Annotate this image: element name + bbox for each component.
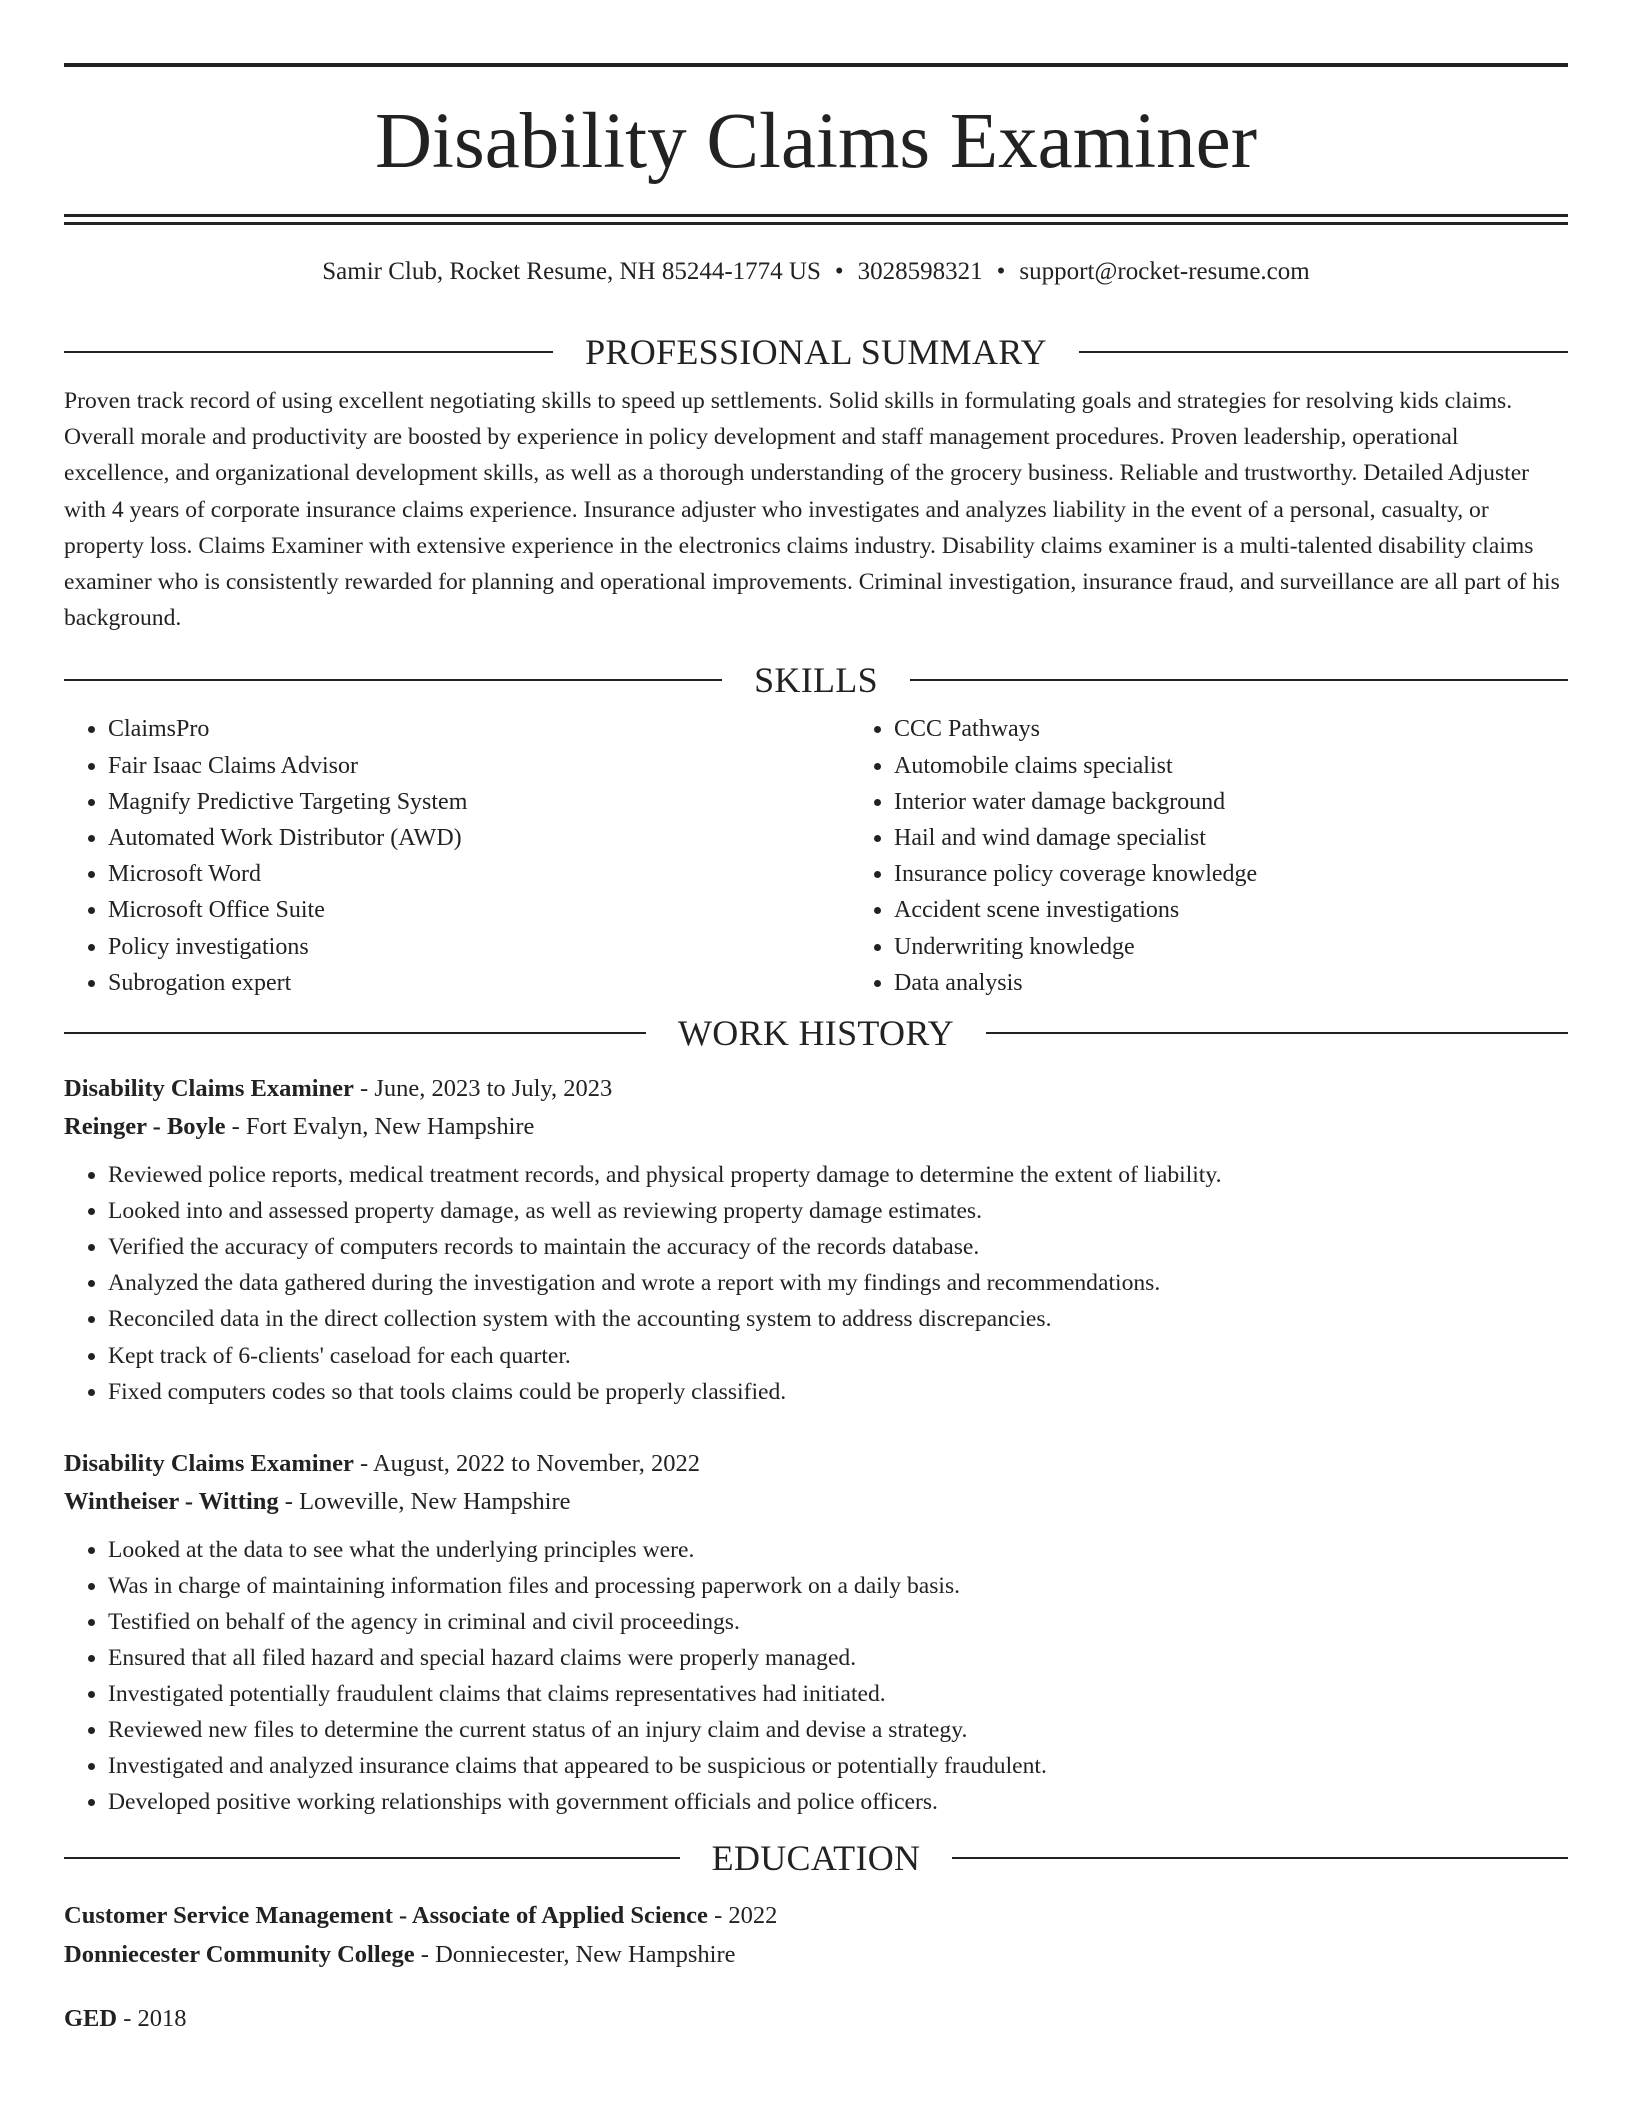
job-bullet: • Reviewed police reports, medical treatment records, and physical property damage to determine the extent of liability. [108, 1157, 1568, 1193]
job-title: Disability Claims Examiner [64, 1449, 354, 1477]
job-bullets [64, 1532, 1568, 1821]
job-company-line [64, 1483, 1568, 1521]
contact-phone: 3028598321 [857, 258, 983, 285]
job-bullet: • Verified the accuracy of computers records to maintain the accuracy of the records database. [108, 1229, 1568, 1265]
title-double-rule [64, 214, 1568, 225]
job-bullet: • Developed positive working relationships with government officials and police officers. [108, 1784, 1568, 1820]
education-degree-line [64, 1999, 1568, 2038]
skill-item: • Accident scene investigations [894, 892, 1632, 928]
education-year: 2018 [137, 2005, 187, 2033]
education-heading-label: EDUCATION [711, 1838, 921, 1879]
heading-rule-right [986, 1032, 1568, 1034]
skill-item: • Underwriting knowledge [894, 929, 1632, 965]
dash-separator: - [117, 2005, 138, 2033]
skill-item: • Policy investigations [108, 929, 850, 965]
education-entry [64, 1999, 1568, 2038]
job-bullet: • Investigated and analyzed insurance claims that appeared to be suspicious or potentially fraudulent. [108, 1748, 1568, 1784]
job-bullet: • Investigated potentially fraudulent claims that claims representatives had initiated. [108, 1676, 1568, 1712]
skills-column-left [64, 711, 850, 1001]
skill-item: • Fair Isaac Claims Advisor [108, 748, 850, 784]
job-bullet: • Fixed computers codes so that tools claims could be properly classified. [108, 1374, 1568, 1410]
contact-line [64, 256, 1568, 288]
skill-item: • Hail and wind damage specialist [894, 820, 1632, 856]
education-section-heading [64, 1836, 1568, 1880]
heading-rule-left [64, 351, 553, 353]
skill-item: • Subrogation expert [108, 965, 850, 1001]
heading-rule-right [1079, 351, 1568, 353]
dash-separator: - [353, 1449, 373, 1477]
skill-item: • Insurance policy coverage knowledge [894, 856, 1632, 892]
job-bullet: • Kept track of 6-clients' caseload for each quarter. [108, 1338, 1568, 1374]
job-bullet: • Was in charge of maintaining information files and processing paperwork on a daily basis. [108, 1568, 1568, 1604]
job-dates: June, 2023 to July, 2023 [374, 1075, 613, 1103]
job-company: Wintheiser - Witting [64, 1487, 279, 1515]
contact-separator: • [996, 258, 1006, 285]
skill-item: • Interior water damage background [894, 784, 1632, 820]
dash-separator: - [278, 1487, 300, 1515]
education-school: Donniecester Community College [64, 1941, 415, 1969]
heading-rule-left [64, 1857, 680, 1859]
education-degree: GED [64, 2005, 118, 2033]
skill-item: • Magnify Predictive Targeting System [108, 784, 850, 820]
heading-rule-left [64, 1032, 646, 1034]
education-school-line [64, 1935, 1568, 1974]
education-entry [64, 1896, 1568, 1974]
job-title-line [64, 1445, 1568, 1483]
work-heading-label: WORK HISTORY [678, 1013, 954, 1054]
skill-item: • CCC Pathways [894, 711, 1632, 747]
skill-item: • ClaimsPro [108, 711, 850, 747]
job-bullet: • Looked into and assessed property damage, as well as reviewing property damage estimates. [108, 1193, 1568, 1229]
job-title-line [64, 1070, 1568, 1108]
job-title: Disability Claims Examiner [64, 1075, 354, 1103]
job-bullet: • Testified on behalf of the agency in criminal and civil proceedings. [108, 1604, 1568, 1640]
job-bullet: • Looked at the data to see what the underlying principles were. [108, 1532, 1568, 1568]
skills-column-right [850, 711, 1632, 1001]
dash-separator: - [225, 1113, 246, 1141]
education-year: 2022 [728, 1902, 778, 1930]
education-location: Donniecester, New Hampshire [435, 1941, 736, 1969]
work-section-heading [64, 1011, 1568, 1055]
job-entry [64, 1445, 1568, 1821]
skill-item: • Microsoft Office Suite [108, 892, 850, 928]
job-entry [64, 1070, 1568, 1410]
resume-page [64, 0, 1568, 2038]
job-location: Fort Evalyn, New Hampshire [245, 1113, 535, 1141]
heading-rule-right [952, 1857, 1568, 1859]
contact-email: support@rocket-resume.com [1019, 258, 1310, 285]
summary-paragraph: Proven track record of using excellent negotiating skills to speed up settlements. Solid skills in formulating goals and strategies for resolving kids claims. Overall morale and productivity are boosted by experience in policy development and staff management procedures. Proven leadership, operational excellence, and organizational development skills, as well as a thorough understanding of the grocery business. Reliable and trustworthy. Detailed Adjuster with 4 years of corporate insurance claims experience. Insurance adjuster who investigates and analyzes liability in the event of a personal, casualty, or property loss. Claims Examiner with extensive experience in the electronics claims industry. Disability claims examiner is a multi-talented disability claims examiner who is consistently rewarded for planning and operational improvements. Criminal investigation, insurance fraud, and surveillance are all part of his background. [64, 388, 1560, 632]
job-bullet: • Reconciled data in the direct collection system with the accounting system to address discrepancies. [108, 1301, 1568, 1337]
dash-separator: - [707, 1902, 729, 1930]
skill-item: • Data analysis [894, 965, 1632, 1001]
skill-item: • Automobile claims specialist [894, 748, 1632, 784]
heading-rule-right [910, 679, 1568, 681]
job-location: Loweville, New Hampshire [299, 1487, 571, 1515]
dash-separator: - [353, 1075, 375, 1103]
skill-item: • Automated Work Distributor (AWD) [108, 820, 850, 856]
job-company: Reinger - Boyle [64, 1113, 226, 1141]
job-bullets [64, 1157, 1568, 1410]
contact-address: Samir Club, Rocket Resume, NH 85244-1774 US [322, 258, 821, 285]
summary-heading-label: PROFESSIONAL SUMMARY [585, 332, 1047, 372]
dash-separator: - [414, 1941, 436, 1969]
resume-title: Disability Claims Examiner [374, 98, 1258, 185]
skills-section-heading [64, 658, 1568, 702]
contact-separator: • [834, 258, 844, 285]
summary-section-heading [64, 330, 1568, 374]
skill-item: • Microsoft Word [108, 856, 850, 892]
job-bullet: • Ensured that all filed hazard and special hazard claims were properly managed. [108, 1640, 1568, 1676]
education-degree-line [64, 1896, 1568, 1935]
job-company-line [64, 1108, 1568, 1146]
education-degree: Customer Service Management - Associate of Applied Science [64, 1902, 708, 1930]
job-bullet: • Reviewed new files to determine the current status of an injury claim and devise a strategy. [108, 1712, 1568, 1748]
top-rule [64, 63, 1568, 67]
heading-rule-left [64, 679, 722, 681]
job-dates: August, 2022 to November, 2022 [372, 1449, 701, 1477]
skills-heading-label: SKILLS [754, 660, 878, 701]
job-bullet: • Analyzed the data gathered during the investigation and wrote a report with my findings and recommendations. [108, 1265, 1568, 1301]
skills-list [64, 711, 1568, 1001]
